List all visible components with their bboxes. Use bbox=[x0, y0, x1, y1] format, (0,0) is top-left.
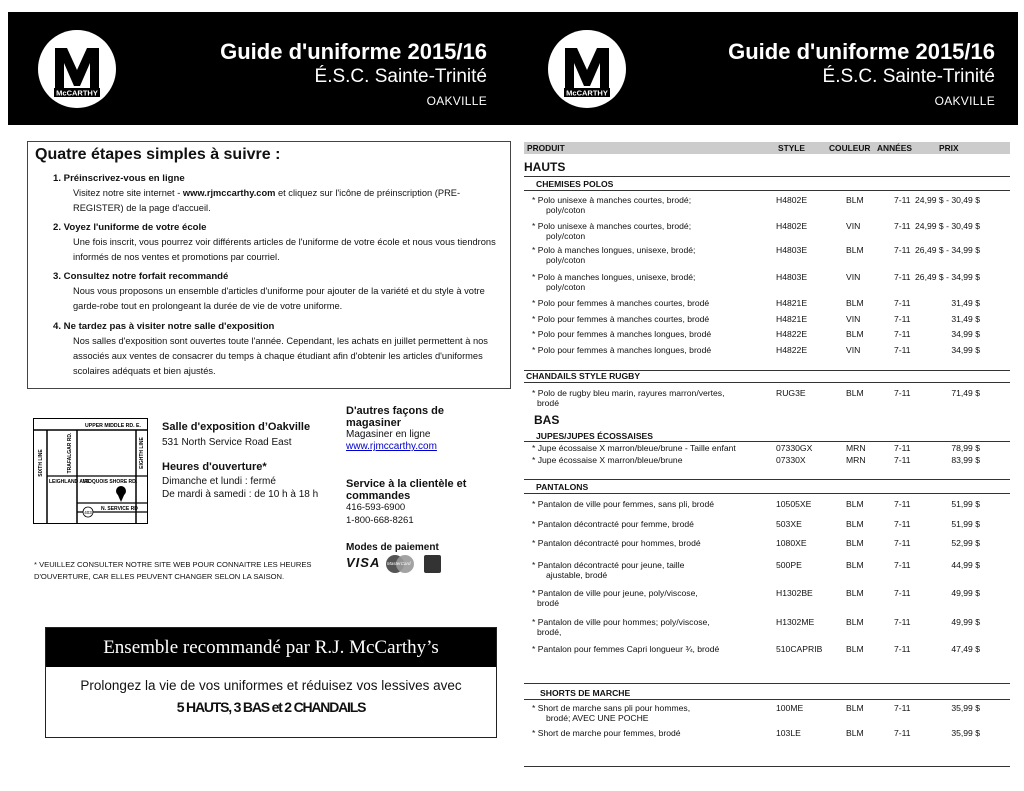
website-link[interactable]: www.rjmccarthy.com bbox=[182, 188, 276, 198]
step-body: Visitez notre site internet - www.rjmccarthy.com et cliquez sur l'icône de préinscription (PRE-REGISTER) de la page d'accueil. bbox=[73, 188, 461, 213]
col-years: ANNÉES bbox=[877, 143, 912, 153]
recommended-set-text: Prolongez la vie de vos uniformes et réduisez vos lessives avec bbox=[80, 678, 462, 693]
product-style: H4803E bbox=[776, 245, 808, 255]
col-price: PRIX bbox=[939, 143, 959, 153]
step-3 bbox=[53, 269, 503, 314]
hours-note: * VEUILLEZ CONSULTER NOTRE SITE WEB POUR CONNAITRE LES HEURES D'OUVERTURE, CAR ELLES PEUVENT CHANGER SELON LA SAISON. bbox=[34, 560, 312, 581]
mccarthy-logo bbox=[38, 30, 116, 108]
product-price: 24,99 $ - 30,49 $ bbox=[915, 195, 980, 205]
product-description-line2: brodé bbox=[537, 598, 559, 608]
product-description: * Pantalon décontracté pour jeune, taille bbox=[532, 560, 685, 570]
product-row bbox=[524, 272, 1010, 292]
other-ways-info bbox=[346, 405, 481, 453]
product-years: 7-11 bbox=[894, 560, 911, 570]
mccarthy-logo-right bbox=[548, 30, 626, 108]
step-body: Nous vous proposons un ensemble d'articles d'uniforme pour ajouter de la variété et du style à votre garde-robe tout en prolongeant la durée de vie de votre uniforme. bbox=[73, 286, 485, 311]
product-description: * Pantalon de ville pour hommes; poly/viscose, bbox=[532, 617, 710, 627]
product-style: 10505XE bbox=[776, 499, 812, 509]
highway-shield: 403 bbox=[84, 510, 92, 515]
step-body: Nos salles d'exposition sont ouvertes toute l'année. Cependant, les achats en juillet permettent à nos associés aux ventes de consacrer du temps à chaque étudiant afin d'obtenir les articles d'uniformes scolaires adéquats et bien ajustés. bbox=[73, 336, 488, 376]
product-row bbox=[524, 644, 1010, 658]
hours-title: Heures d'ouverture* bbox=[162, 461, 267, 473]
website-link[interactable]: www.rjmccarthy.com bbox=[346, 441, 437, 452]
product-color: BLM bbox=[846, 329, 864, 339]
category-jupes: JUPES/JUPES ÉCOSSAISES bbox=[536, 431, 654, 441]
product-table-header bbox=[524, 142, 1010, 154]
product-color: BLM bbox=[846, 388, 864, 398]
section-bas: BAS bbox=[534, 413, 560, 427]
product-color: BLM bbox=[846, 195, 864, 205]
product-price: 26,49 $ - 34,99 $ bbox=[915, 245, 980, 255]
product-years: 7-11 bbox=[894, 245, 911, 255]
product-price: 24,99 $ - 30,49 $ bbox=[915, 221, 980, 231]
product-style: H1302BE bbox=[776, 588, 813, 598]
product-years: 7-11 bbox=[894, 538, 911, 548]
product-color: BLM bbox=[846, 538, 864, 548]
product-years: 7-11 bbox=[894, 195, 911, 205]
location-map bbox=[33, 418, 148, 524]
product-description: * Pantalon de ville pour femmes, sans pli, brodé bbox=[532, 499, 715, 509]
steps-box bbox=[27, 141, 511, 389]
shop-online-label: Magasiner en ligne bbox=[346, 429, 431, 440]
product-description-line2: poly/coton bbox=[546, 255, 586, 265]
product-style: 503XE bbox=[776, 519, 802, 529]
school-name: É.S.C. Sainte-Trinité bbox=[314, 66, 487, 87]
product-color: BLM bbox=[846, 644, 864, 654]
product-price: 31,49 $ bbox=[951, 314, 980, 324]
product-description-line2: poly/coton bbox=[546, 282, 586, 292]
map-label: UPPER MIDDLE RD. E. bbox=[85, 423, 141, 429]
showroom-address: 531 North Service Road East bbox=[162, 437, 292, 448]
step-heading: 1. Préinscrivez-vous en ligne bbox=[53, 173, 185, 184]
product-color: VIN bbox=[846, 221, 861, 231]
product-style: H4802E bbox=[776, 195, 808, 205]
product-description: * Short de marche pour femmes, brodé bbox=[532, 728, 681, 738]
product-row bbox=[524, 538, 1010, 552]
product-style: 07330GX bbox=[776, 443, 813, 453]
product-row bbox=[524, 703, 1010, 723]
city-name: OAKVILLE bbox=[426, 94, 487, 108]
product-price: 47,49 $ bbox=[951, 644, 980, 654]
logo-text: McCARTHY bbox=[566, 88, 608, 98]
product-style: 510CAPRIB bbox=[776, 644, 823, 654]
product-years: 7-11 bbox=[894, 499, 911, 509]
product-style: H4822E bbox=[776, 345, 808, 355]
phone-1: 416-593-6900 bbox=[346, 502, 406, 513]
product-description-line2: brodé, bbox=[537, 627, 562, 637]
product-description: * Polo pour femmes à manches longues, brodé bbox=[532, 329, 712, 339]
city-name: OAKVILLE bbox=[934, 94, 995, 108]
product-color: VIN bbox=[846, 345, 861, 355]
product-price: 52,99 $ bbox=[951, 538, 980, 548]
product-color: VIN bbox=[846, 314, 861, 324]
product-style: H4822E bbox=[776, 329, 808, 339]
step-2 bbox=[53, 220, 503, 265]
product-price: 49,99 $ bbox=[951, 617, 980, 627]
product-description: * Polo pour femmes à manches courtes, brodé bbox=[532, 314, 710, 324]
recommended-set-items: 5 HAUTS, 3 BAS et 2 CHANDAILS bbox=[176, 699, 366, 715]
product-color: BLM bbox=[846, 703, 864, 713]
product-color: MRN bbox=[846, 455, 866, 465]
customer-service-info bbox=[346, 478, 481, 527]
col-color: COULEUR bbox=[829, 143, 871, 153]
map-label: LEIGHLAND AVE. bbox=[49, 479, 91, 485]
col-style: STYLE bbox=[778, 143, 805, 153]
product-years: 7-11 bbox=[894, 588, 911, 598]
product-description-line2: poly/coton bbox=[546, 231, 586, 241]
product-style: H1302ME bbox=[776, 617, 815, 627]
product-years: 7-11 bbox=[894, 703, 911, 713]
product-row bbox=[524, 588, 1010, 608]
product-years: 7-11 bbox=[894, 455, 911, 465]
product-years: 7-11 bbox=[894, 519, 911, 529]
product-years: 7-11 bbox=[894, 644, 911, 654]
product-color: MRN bbox=[846, 443, 866, 453]
product-row bbox=[524, 329, 1010, 343]
product-years: 7-11 bbox=[894, 298, 911, 308]
product-row bbox=[524, 298, 1010, 312]
mastercard-icon: MasterCard bbox=[386, 555, 414, 573]
product-description: * Polo unisexe à manches courtes, brodé; bbox=[532, 221, 692, 231]
debit-icon bbox=[424, 555, 441, 573]
product-years: 7-11 bbox=[894, 272, 911, 282]
section-hauts: HAUTS bbox=[524, 160, 566, 174]
guide-title: Guide d'uniforme 2015/16 bbox=[728, 39, 995, 64]
product-description: * Pantalon décontracté pour femme, brodé bbox=[532, 519, 694, 529]
product-price: 49,99 $ bbox=[951, 588, 980, 598]
product-description: * Polo de rugby bleu marin, rayures marron/vertes, bbox=[532, 388, 725, 398]
hours-line-2: De mardi à samedi : de 10 h à 18 h bbox=[162, 489, 319, 500]
product-color: BLM bbox=[846, 560, 864, 570]
mccarthy-logo-icon bbox=[38, 30, 116, 108]
product-color: BLM bbox=[846, 519, 864, 529]
product-row bbox=[524, 499, 1010, 513]
product-style: 500PE bbox=[776, 560, 802, 570]
product-color: BLM bbox=[846, 588, 864, 598]
step-heading: 3. Consultez notre forfait recommandé bbox=[53, 271, 229, 282]
category-polos: CHEMISES POLOS bbox=[536, 179, 614, 189]
guide-title: Guide d'uniforme 2015/16 bbox=[220, 39, 487, 64]
product-color: BLM bbox=[846, 499, 864, 509]
product-style: 1080XE bbox=[776, 538, 807, 548]
product-description: * Pantalon décontracté pour hommes, brodé bbox=[532, 538, 701, 548]
product-price: 34,99 $ bbox=[951, 329, 980, 339]
product-color: VIN bbox=[846, 272, 861, 282]
product-price: 78,99 $ bbox=[951, 443, 980, 453]
product-color: BLM bbox=[846, 617, 864, 627]
col-product: PRODUIT bbox=[527, 143, 565, 153]
map-label: TRAFALGAR RD. bbox=[67, 432, 73, 474]
product-price: 35,99 $ bbox=[951, 703, 980, 713]
category-rugby: CHANDAILS STYLE RUGBY bbox=[526, 371, 641, 381]
product-row bbox=[524, 345, 1010, 359]
product-style: 100ME bbox=[776, 703, 804, 713]
hours-line-1: Dimanche et lundi : fermé bbox=[162, 476, 276, 487]
product-style: RUG3E bbox=[776, 388, 806, 398]
product-price: 26,49 $ - 34,99 $ bbox=[915, 272, 980, 282]
product-row bbox=[524, 617, 1010, 637]
product-description-line2: brodé; AVEC UNE POCHE bbox=[546, 713, 649, 723]
product-description: * Polo à manches longues, unisexe, brodé; bbox=[532, 245, 696, 255]
visa-icon: VISA bbox=[346, 555, 381, 570]
product-years: 7-11 bbox=[894, 314, 911, 324]
showroom-title: Salle d'exposition d’Oakville bbox=[162, 421, 311, 433]
map-label: SIXTH LINE bbox=[38, 449, 44, 477]
product-row bbox=[524, 314, 1010, 328]
school-name: É.S.C. Sainte-Trinité bbox=[822, 66, 995, 87]
product-price: 83,99 $ bbox=[951, 455, 980, 465]
payment-methods bbox=[346, 542, 481, 577]
product-price: 31,49 $ bbox=[951, 298, 980, 308]
product-years: 7-11 bbox=[894, 443, 911, 453]
product-years: 7-11 bbox=[894, 728, 911, 738]
product-price: 71,49 $ bbox=[951, 388, 980, 398]
product-color: BLM bbox=[846, 728, 864, 738]
product-years: 7-11 bbox=[894, 221, 911, 231]
product-price: 51,99 $ bbox=[951, 499, 980, 509]
service-title: Service à la clientèle et commandes bbox=[346, 478, 467, 502]
product-description-line2: poly/coton bbox=[546, 205, 586, 215]
step-heading: 2. Voyez l'uniforme de votre école bbox=[53, 222, 207, 233]
product-row bbox=[524, 245, 1010, 265]
product-description: * Polo pour femmes à manches longues, brodé bbox=[532, 345, 712, 355]
product-color: BLM bbox=[846, 245, 864, 255]
product-style: H4802E bbox=[776, 221, 808, 231]
product-description: * Polo pour femmes à manches courtes, brodé bbox=[532, 298, 710, 308]
phone-2: 1-800-668-8261 bbox=[346, 514, 414, 526]
map-label: EIGHTH LINE bbox=[139, 437, 145, 469]
product-description-line2: brodé bbox=[537, 398, 559, 408]
mccarthy-logo-icon bbox=[548, 30, 626, 108]
logo-text: McCARTHY bbox=[56, 88, 98, 98]
product-years: 7-11 bbox=[894, 329, 911, 339]
category-pantalons: PANTALONS bbox=[536, 482, 589, 492]
product-description: * Jupe écossaise X marron/bleue/brune bbox=[532, 455, 683, 465]
header-title-left bbox=[220, 39, 487, 113]
category-shorts: SHORTS DE MARCHE bbox=[540, 688, 631, 698]
product-years: 7-11 bbox=[894, 388, 911, 398]
product-description-line2: ajustable, brodé bbox=[546, 570, 608, 580]
header-title-right bbox=[728, 39, 995, 113]
product-price: 44,99 $ bbox=[951, 560, 980, 570]
header-banner bbox=[8, 12, 1018, 125]
step-body: Une fois inscrit, vous pourrez voir différents articles de l'uniforme de votre école et nous vous tiendrons informés de nos ventes et promotions par courriel. bbox=[73, 237, 496, 262]
product-row bbox=[524, 195, 1010, 215]
payment-title: Modes de paiement bbox=[346, 542, 439, 553]
product-price: 35,99 $ bbox=[951, 728, 980, 738]
product-row bbox=[524, 560, 1010, 580]
other-ways-title: D'autres façons de magasiner bbox=[346, 405, 444, 429]
product-row bbox=[524, 455, 1010, 469]
product-color: BLM bbox=[846, 298, 864, 308]
showroom-info bbox=[162, 421, 337, 501]
step-4 bbox=[53, 319, 503, 379]
product-style: H4803E bbox=[776, 272, 808, 282]
product-style: 103LE bbox=[776, 728, 801, 738]
product-years: 7-11 bbox=[894, 345, 911, 355]
product-style: H4821E bbox=[776, 314, 808, 324]
product-style: 07330X bbox=[776, 455, 806, 465]
recommended-set-box bbox=[45, 627, 497, 738]
product-years: 7-11 bbox=[894, 617, 911, 627]
product-row bbox=[524, 519, 1010, 533]
product-description: * Polo à manches longues, unisexe, brodé; bbox=[532, 272, 696, 282]
product-row bbox=[524, 728, 1010, 742]
product-description: * Jupe écossaise X marron/bleue/brune - Taille enfant bbox=[532, 443, 736, 453]
product-row bbox=[524, 221, 1010, 241]
product-row bbox=[524, 388, 1010, 408]
step-heading: 4. Ne tardez pas à visiter notre salle d'exposition bbox=[53, 321, 275, 332]
steps-title: Quatre étapes simples à suivre : bbox=[35, 146, 281, 163]
product-description: * Polo unisexe à manches courtes, brodé; bbox=[532, 195, 692, 205]
map-label: N. SERVICE RD bbox=[101, 506, 138, 512]
step-1 bbox=[53, 171, 503, 216]
product-price: 51,99 $ bbox=[951, 519, 980, 529]
product-description: * Short de marche sans pli pour hommes, bbox=[532, 703, 691, 713]
recommended-set-title: Ensemble recommandé par R.J. McCarthy’s bbox=[46, 628, 496, 667]
product-price: 34,99 $ bbox=[951, 345, 980, 355]
product-style: H4821E bbox=[776, 298, 808, 308]
product-description: * Pantalon de ville pour jeune, poly/viscose, bbox=[532, 588, 698, 598]
map-label: IROQUOIS SHORE RD. bbox=[83, 479, 138, 485]
product-description: * Pantalon pour femmes Capri longueur ¾, brodé bbox=[532, 644, 720, 654]
